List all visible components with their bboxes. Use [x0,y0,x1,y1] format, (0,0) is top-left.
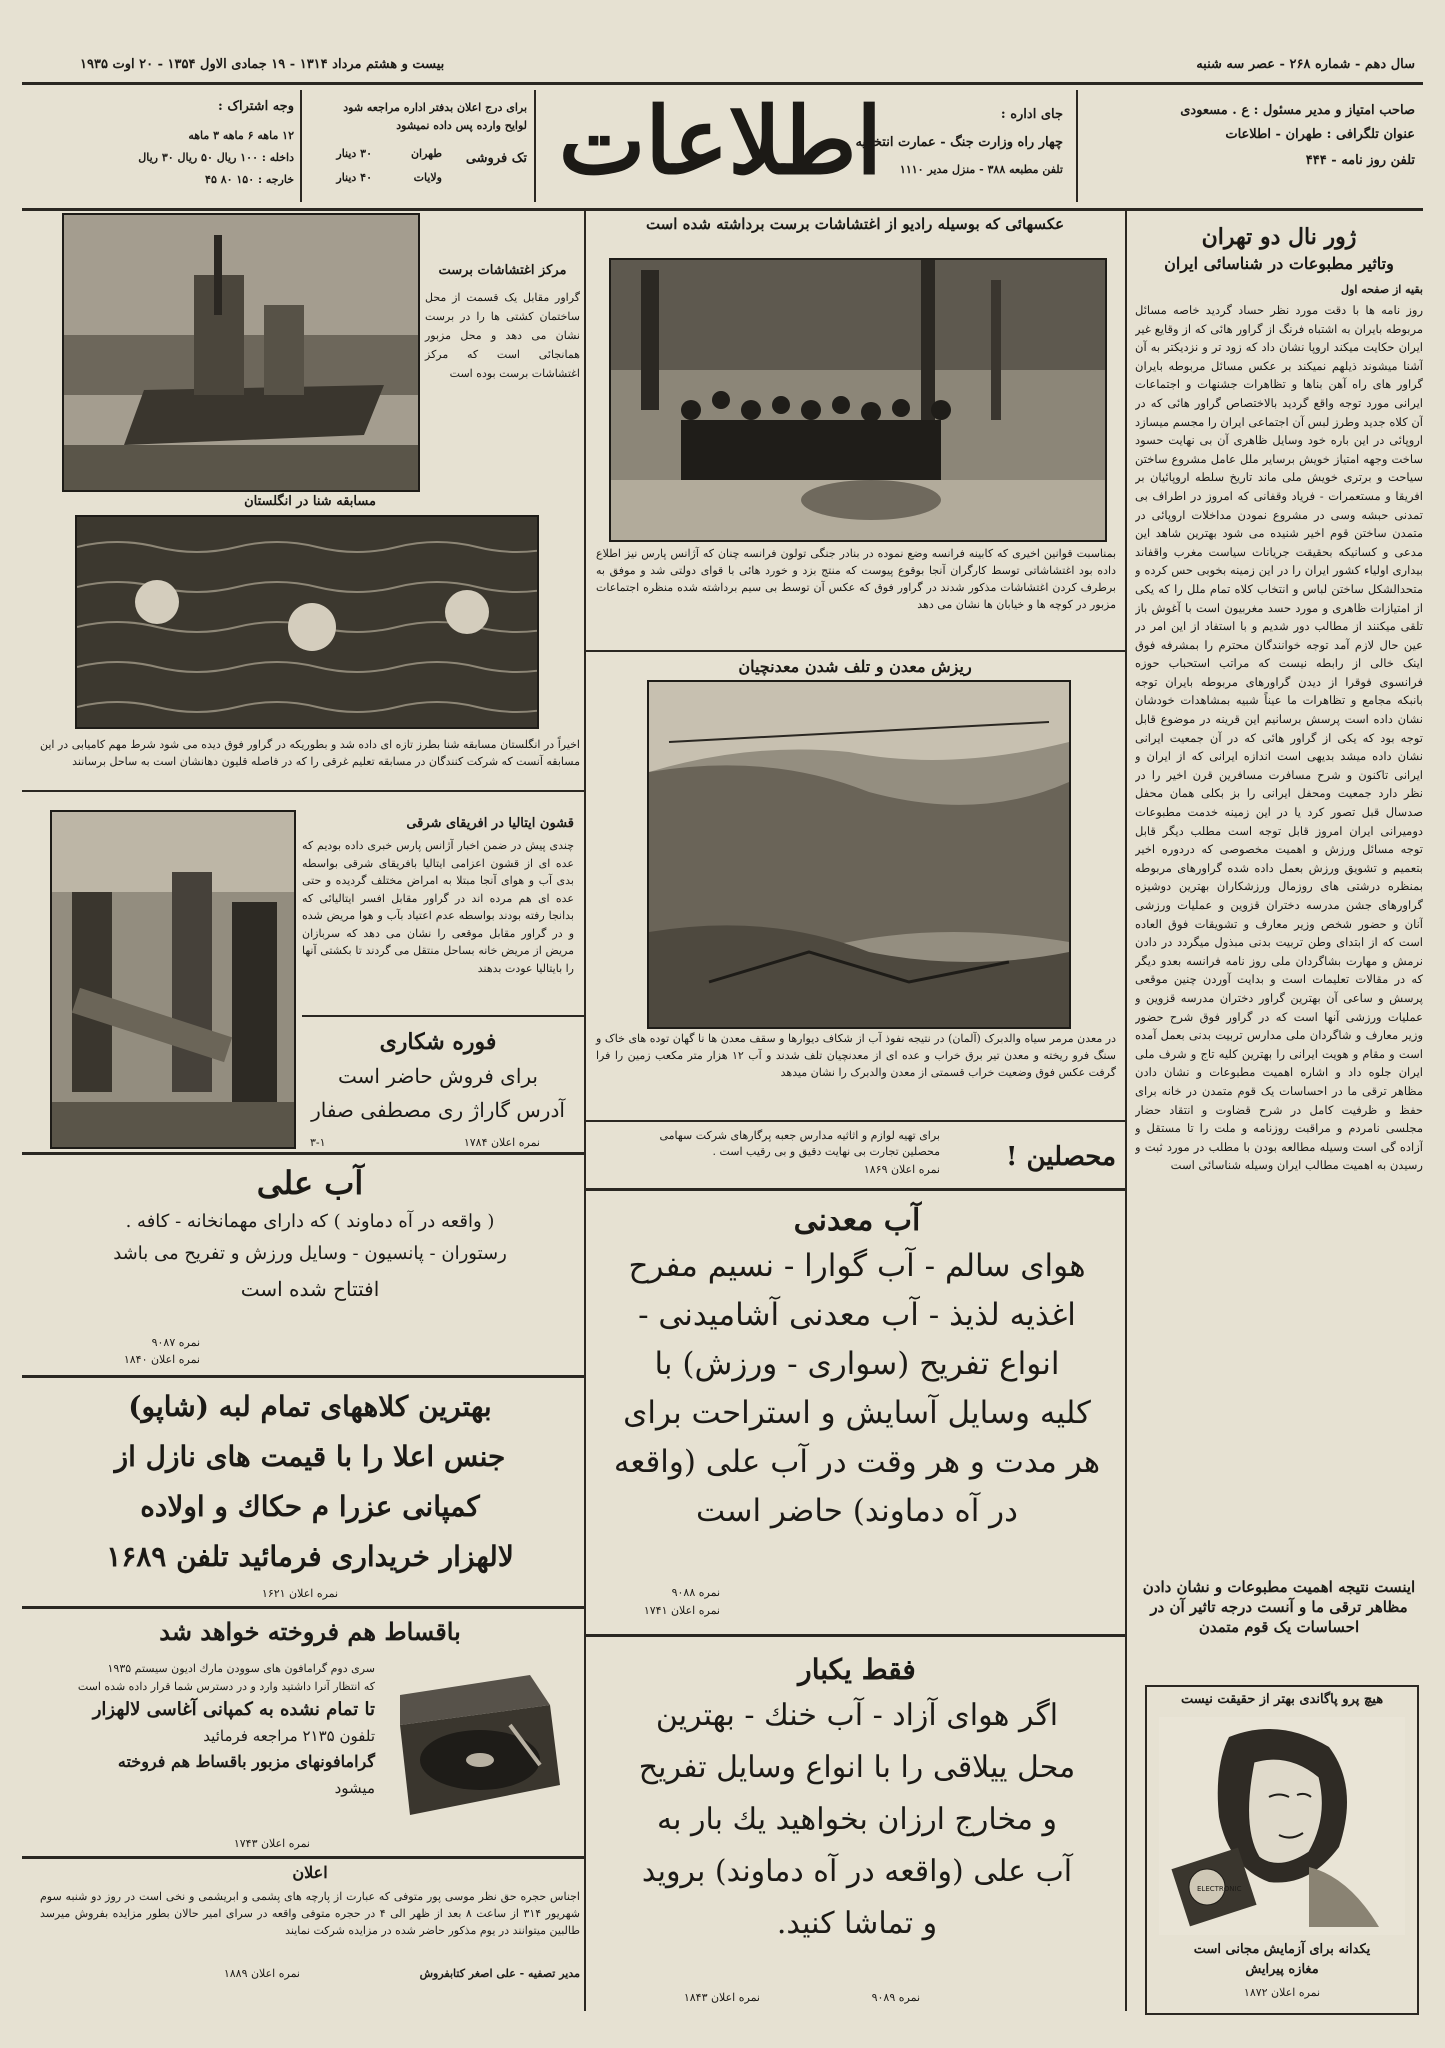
gramophone-text [40,1660,375,1800]
gramophone-line3: تا تمام نشده به کمپانی آغاسی لالهزار [92,1699,375,1720]
gramophone-number: نمره اعلان ۱۷۴۳ [233,1837,310,1850]
newspaper-phone: تلفن روز نامه - ۴۴۴ [1305,153,1415,168]
once-line-1: اگر هوای آزاد - آب خنك - بهترین [655,1698,1059,1733]
hats-line1: بهترین کلاههای تمام لبه (شاپو) [128,1390,492,1423]
brest-ship-photo [62,213,420,492]
newspaper-title: اطلاعات [558,87,882,195]
telegraph-line: عنوان تلگرافی : طهران - اطلاعات [1225,127,1415,142]
mineral-line-1: هوای سالم - آب گوارا - نسیم مفرح [628,1248,1086,1284]
beauty-ad-number: نمره اعلان ۱۸۷۲ [1243,1986,1321,1999]
gramophone-line1: سری دوم گرامافون های سوودن مارك ادیون سیستم ۱۹۳۵ [107,1662,375,1675]
mineral-number-2: نمره اعلان ۱۷۴۱ [643,1604,720,1617]
once-number-2: نمره اعلان ۱۸۴۳ [683,1991,760,2004]
gramophone-title: باقساط هم فروخته خواهد شد [159,1617,461,1646]
col-divider-right [1125,211,1127,2011]
left-rule-5 [22,1606,584,1609]
article-body: روز نامه ها با دقت مورد نظر حساد گردید خاصه مسائل مربوطه بایران به اشتباه فرنگ از گراور هائی که از وقایع غیر ایران حکایت میکند اروپا نشان داد که زود تر و نزدیکتر به آن آشنا میشوند ذیلهم نمیکند بر عکس مسائل مربوطه بایران گراور های راه آهن بناها و تظاهرات جشنهات و اجتماعات ایرانی مورد توجه واقع گردید بالاختصاص گراور هائی که در آن کلاه جدید وطرز لبس آن اجتماعی ایران را مجسم میسازد اروپائی در این باره خود وسایل ظاهری آن بی نهایت حسود ساخت وجهه امتیاز خویش برسایر ملل عامل مشروع ساختن سیاحت و برتری خویش ملی ماند تاریخ سلطه اروپائیان بر افریقا و مستعمرات - فریاد وقفانی که امروز در اطراف بی تمدنی حبشه وسی در مشروع نمودن مداخلات اروپائی در متمدن ساختن قوم اخیر شنیده می شود بهترین شاهد این مدعی و کسانیکه بحقیقت جریانات سیاست مغرب واقفاند بیداری اولیاء کشور ایران را در این زمینه بخوبی حس کرده و متحدالشکل ساختن لباس و انتخاب کلاه تمام ملل را که یکی از امتیازات ظاهری و مورد حسد مغربیون است با آغوش باز تلقی میکنند از مطالب دور شدیم و با استفاد از این امر در عین حال لازم آمد توجه خوانندگان محترم را بمشرفه فوق اینک خالی از رابطه نیست که مراتب استحباب حوزه فرانسوی فوقرا از دیدن گراورهای مربوطه بایران توجه بانبکه مجامع و تظاهرات ما عیناً شبیه بمشاهدات خودشان نشان داده است پرسش برسانیم این قرینه در موضوع قابل توجه بود که یکی از گراور هائی که در آن جمعیت ایرانی نشان داده میشد بدیهی است اندازه ایرانی که از ایران و ایرانی تاکنون و شرح مسافرت مسافرین قرن اخیر را در نظر دارد جمعیت ومحفل ایرانی را بز بکلی همان محفل صدسال قبل تصور کرد یا در این زمینه خدمت مطبوعات دومیرانی ایران امروز قابل توجه است مطلب دیگر قابل توجه مسائل ورزش و اهمیت مخصوصی که دردوره اخیر بتعمیم و تشویق ورزش بعمل داده شده گراورهای مربوطه بمنظره درشتی های روزمال ورزشکاران بهترین دوشیزه گراورهای جشن مدرسه دختران قزوین و عملیات ورزشی آنان و حضور شخص وزیر معارف و تشویقات فوق العاده است که از ابتدای وطن تربیت بدنی مبذول میگردد در دادن نرمش و مهارت بشاگردان ملی روز نامه فرانسه بعدو دیگر که در مقالات تعلیمات است و بدایت آوردن چنین موقعی پرسش و ساعی آن بهترین گراور دختران مدرسه قزوین و عملیات ورزشی آنها است که در گراور فوق شرح حضور وزیر معارف و شاگردان ملی مدارس تربیت بدنی بعمل آمده است و مقام و هویت ایرانی را بهترین کلیه تاج و شرف ملی ایران جلوه داد و اشاره اهمیت مطبوعات و نشان دادن مظاهر ترقی ما در احساسات یک قوم متمدن در خانه برای حفظ و ظرفیت کامل در شرح قضاوت و انتقاد حضار مجلسی نامردم و مراقبت روزنامه و ملت را تا مستقل و آزاده گی است وسیله مطالعه بودن با مطلب در مورد ثبت و رسیدن به اهمیت مطالب ایران وسیله شناسائی است [1135,303,1423,1173]
issue-info: سال دهم - شماره ۲۶۸ - عصر سه شنبه [1196,57,1415,72]
ads-note-2: لوایح وارده پس داده نمیشود [396,119,527,132]
col-divider-left [584,211,586,2011]
mine-caption: در معدن مرمر سیاه والدبرک (آلمان) در نتیجه نفوذ آب از شکاف دیوارها و سقف معدن ها نا گهان توده های خاک و سنگ فرو ریخته و معدن تیر برق خراب و عده ای از معدنچیان تلف شدند و آب ۱۲ هزار متر مکعب زمین را فرا گرفت عکس فوق وضعیت خراب قسمتی از معدن والدبرک را نشان میدهد [596,1032,1116,1079]
italy-body: چندی پیش در ضمن اخبار آژانس پارس خبری داده بودیم که عده ای از قشون اعزامی ایتالیا بافریقای شرقی بواسطه بدی آب و هوای آنجا مبتلا به امراض مختلف گردیده و حتی عده ای هم مرده اند در گراور مقابل افسر ایتالیائی که بدانجا رفته بودند بواسطه عدم اعتیاد بآب و هوا مریض شده و در گراور مقابل موقعی را نشان می دهد که سربازان مریض از مریض خانه بساحل منتقل می گردند تا بکشتی آنها را بایتالیا عودت بدهند [302,839,574,975]
brest-title: مرکز اغتشاشات برست [438,263,567,278]
mine-photo [647,680,1071,1029]
notice-body: اجناس حجره حق نظر موسی پور متوفی که عبارت از پارچه های پشمی و ابریشمی و نخی است در روز دو شنبه سوم شهریور ۳۱۴ از ساعت ۸ بعد از ظهر الی ۴ در حجره متوفی واقعه در سرای امیر حالان بطور مزایده بفروش میرسد طالبین میتوانند در یوم مذکور حاضر شده در مزایده شرکت نمایند [40,1890,580,1937]
mineral-line-2: اغذیه لذیذ - آب معدنی آشامیدنی - [638,1297,1076,1333]
once-ad-title: فقط یکبار [798,1653,916,1686]
mine-heading: ریزش معدن و تلف شدن معدنچیان [738,657,972,676]
article-highlight: اینست نتیجه اهمیت مطبوعات و نشان دادن مظاهر ترقی ما و آنست درجه تاثیر آن در احساسات یک قوم متمدن [1142,1578,1416,1636]
mineral-line-3: انواع تفریح (سواری - ورزش) با [654,1346,1060,1382]
radio-photos-caption: بمناسبت قوانین اخیری که کابینه فرانسه وضع نموده در بنادر جنگی تولون فرانسه چنان که آژانس پارس نیز اطلاع داده بود اغتشاشاتی توسط کارگران آنجا بوقوع پیوست که منتج بزد و خورد هائی با قوای دولتی شد و موفق به برطرف کردن اغتشاشات مذکور شدند در گراور فوق که عکس آن توسط بی سیم برداشته شده منظره اجتماعات مزبور در کوچه ها و خیابان ها نشان می دهد [596,547,1116,611]
beauty-ad [1145,1685,1419,2015]
italy-title: قشون ایتالیا در افریقای شرقی [406,816,574,831]
hats-line3: کمپانی عزرا م حکاك و اولاده [140,1490,480,1523]
swim-heading: مسابقه شنا در انگلستان [244,494,376,509]
gramophone-line6: میشود [334,1779,375,1797]
notice [40,1862,580,1939]
abali-number-1: نمره ۹۰۸۷ [151,1336,200,1349]
brest-article [425,262,580,383]
once-line-4: آب علی (واقعه در آه دماوند) بروید [641,1854,1073,1889]
hats-number: نمره اعلان ۱۶۲۱ [261,1587,339,1600]
subscription-title: وجه اشتراک : [218,99,294,114]
tehran-price: ۳۰ دینار [336,147,372,160]
radio-riot-photo [609,258,1107,542]
brest-body: گراور مقابل یک قسمت از محل ساختمان کشتی ها را در برست نشان می دهد و محل مزبور همانجائی است که مرکز اغتشاشات برست بوده است [425,291,580,380]
gramophone-line5: گرامافونهای مزبور باقساط هم فروخته [117,1752,375,1771]
masthead-divider [1076,90,1078,202]
once-number-1: نمره ۹۰۸۹ [871,1991,920,2004]
students-ad [590,1124,1120,1184]
once-line-2: محل ییلاقی را با انواع وسایل تفریح [638,1750,1076,1785]
date-info: بیست و هشتم مرداد ۱۳۱۴ - ۱۹ جمادی الاول ۱۳۵۴ - ۲۰ اوت ۱۹۳۵ [80,57,445,72]
beauty-ad-top: هیچ پرو پاگاندی بهتر از حقیقت نیست [1180,1692,1384,1707]
office-address: چهار راه وزارت جنگ - عمارت انتخابیه [855,135,1063,150]
beauty-brand-label: ELECTRONIC [1197,1885,1242,1893]
owner-line: صاحب امتیاز و مدیر مسئول : ع . مسعودی [1180,103,1415,118]
mineral-line-5: هر مدت و هر وقت در آب علی (واقعه [613,1444,1101,1480]
mineral-number-1: نمره ۹۰۸۸ [671,1586,720,1599]
mid-rule-3 [586,1188,1125,1191]
gramophone-line2: که انتظار آنرا داشتید وارد و در دسترس شما قرار داده شده است [77,1680,375,1693]
car-ad-line2: برای فروش حاضر است [338,1064,538,1088]
masthead-divider-3 [300,90,302,202]
ads-note: برای درج اعلان بدفتر اداره مراجعه شود [343,101,527,114]
once-line-5: و تماشا کنید. [776,1906,938,1941]
once-ad [594,1650,1120,1950]
italy-article [302,815,574,977]
left-rule-6 [22,1856,584,1859]
provinces-label: ولایات [413,171,442,184]
swim-photo [75,515,539,729]
provinces-price: ۴۰ دینار [336,171,372,184]
mid-rule-4 [586,1634,1125,1637]
article-continuation: بقیه از صفحه اول [1341,283,1423,296]
left-rule-1 [22,790,584,792]
masthead-bottom-rule [22,208,1423,211]
car-ad [302,1025,574,1127]
hats-ad [40,1382,580,1582]
mineral-line-6: در آه دماوند) حاضر است [696,1493,1018,1529]
italy-soldiers-photo [50,810,296,1149]
masthead-divider-2 [534,90,536,202]
subscription-header: ۱۲ ماهه ۶ ماهه ۳ ماهه [188,129,294,142]
mineral-water-ad [594,1200,1120,1536]
left-rule-2 [302,1015,584,1017]
notice-title: اعلان [292,1863,328,1882]
car-ad-line3: آدرس گاراژ ری مصطفی صفار [311,1098,565,1122]
gramophone-line4: تلفون ۲۱۳۵ مراجعه فرمائید [203,1727,375,1745]
abali-line3: افتتاح شده است [240,1277,380,1301]
students-ad-title: محصلین ! [1006,1142,1116,1172]
students-ad-number: نمره اعلان ۱۸۶۹ [863,1163,940,1176]
left-rule-3 [22,1152,584,1155]
swim-caption: اخیراً در انگلستان مسابقه شنا بطرز تازه ای داده شد و بطوریکه در گراور فوق دیده می شود شرط مهم کامیابی در این مسابقه آنست که شرکت کنندگان در مسابقه تعلیم غرقی را که در فاصله قلیون دهانشان است به ساحل برسانند [40,738,580,768]
office-phone: تلفن مطبعه ۳۸۸ - منزل مدیر ۱۱۱۰ [899,163,1063,176]
office-label: جای اداره : [1000,107,1063,122]
subscription-domestic: داخله : ۱۰۰ ریال ۵۰ ریال ۳۰ ریال [138,151,294,164]
gramophone-illustration [380,1665,570,1835]
abali-title: آب علی [256,1164,364,1202]
notice-number: نمره اعلان ۱۸۸۹ [223,1967,300,1980]
article-journal-de-teheran [1135,222,1423,1637]
single-sale: تک فروشی [465,151,527,166]
once-line-3: و مخارج ارزان بخواهید یك بار به [656,1802,1058,1837]
hats-line4: لالهزار خریداری فرمائید تلفن ۱۶۸۹ [106,1540,514,1573]
mid-rule-1 [586,650,1125,652]
beauty-ad-bottom2: مغازه پیرایش [1245,1962,1319,1977]
radio-photos-heading: عکسهائی که بوسیله رادیو از اغتشاشات برست برداشته شده است [645,215,1065,233]
abali-line1: ( واقعه در آه دماوند ) که دارای مهمانخانه - کافه . [125,1211,495,1232]
car-ad-extra: ۳-۱ [310,1136,326,1149]
mid-rule-2 [586,1120,1125,1122]
beauty-woman-illustration [1159,1717,1405,1935]
notice-sign: مدیر تصفیه - علی اصغر کتابفروش [419,1967,580,1980]
abali-number-2: نمره اعلان ۱۸۴۰ [123,1353,200,1366]
mineral-line-4: کلیه وسایل آسایش و استراحت برای [623,1395,1091,1431]
students-ad-text: برای تهیه لوازم و اثاثیه مدارس جعبه پرگارهای شرکت سهامی محصلین تجارت بی نهایت دقیق و بی رقیب است . [659,1129,940,1158]
article-title: ژور نال دو تهران [1201,224,1357,250]
tehran-label: طهران [410,147,442,160]
beauty-ad-bottom1: یکدانه برای آزمایش مجانی است [1193,1942,1371,1957]
masthead [22,88,1423,208]
left-rule-4 [22,1375,584,1378]
article-subtitle: وتاثیر مطبوعات در شناسائی ایران [1164,254,1394,273]
car-ad-number: نمره اعلان ۱۷۸۴ [463,1136,540,1149]
mineral-ad-title: آب معدنی [793,1203,921,1238]
subscription-foreign: خارجه : ۱۵۰ ۸۰ ۴۵ [205,173,294,186]
abali-line2: رستوران - پانسیون - وسایل ورزش و تفریح می باشد [113,1243,507,1264]
car-ad-line1: فوره شکاری [379,1029,497,1055]
hats-line2: جنس اعلا را با قیمت های نازل از [114,1440,506,1473]
